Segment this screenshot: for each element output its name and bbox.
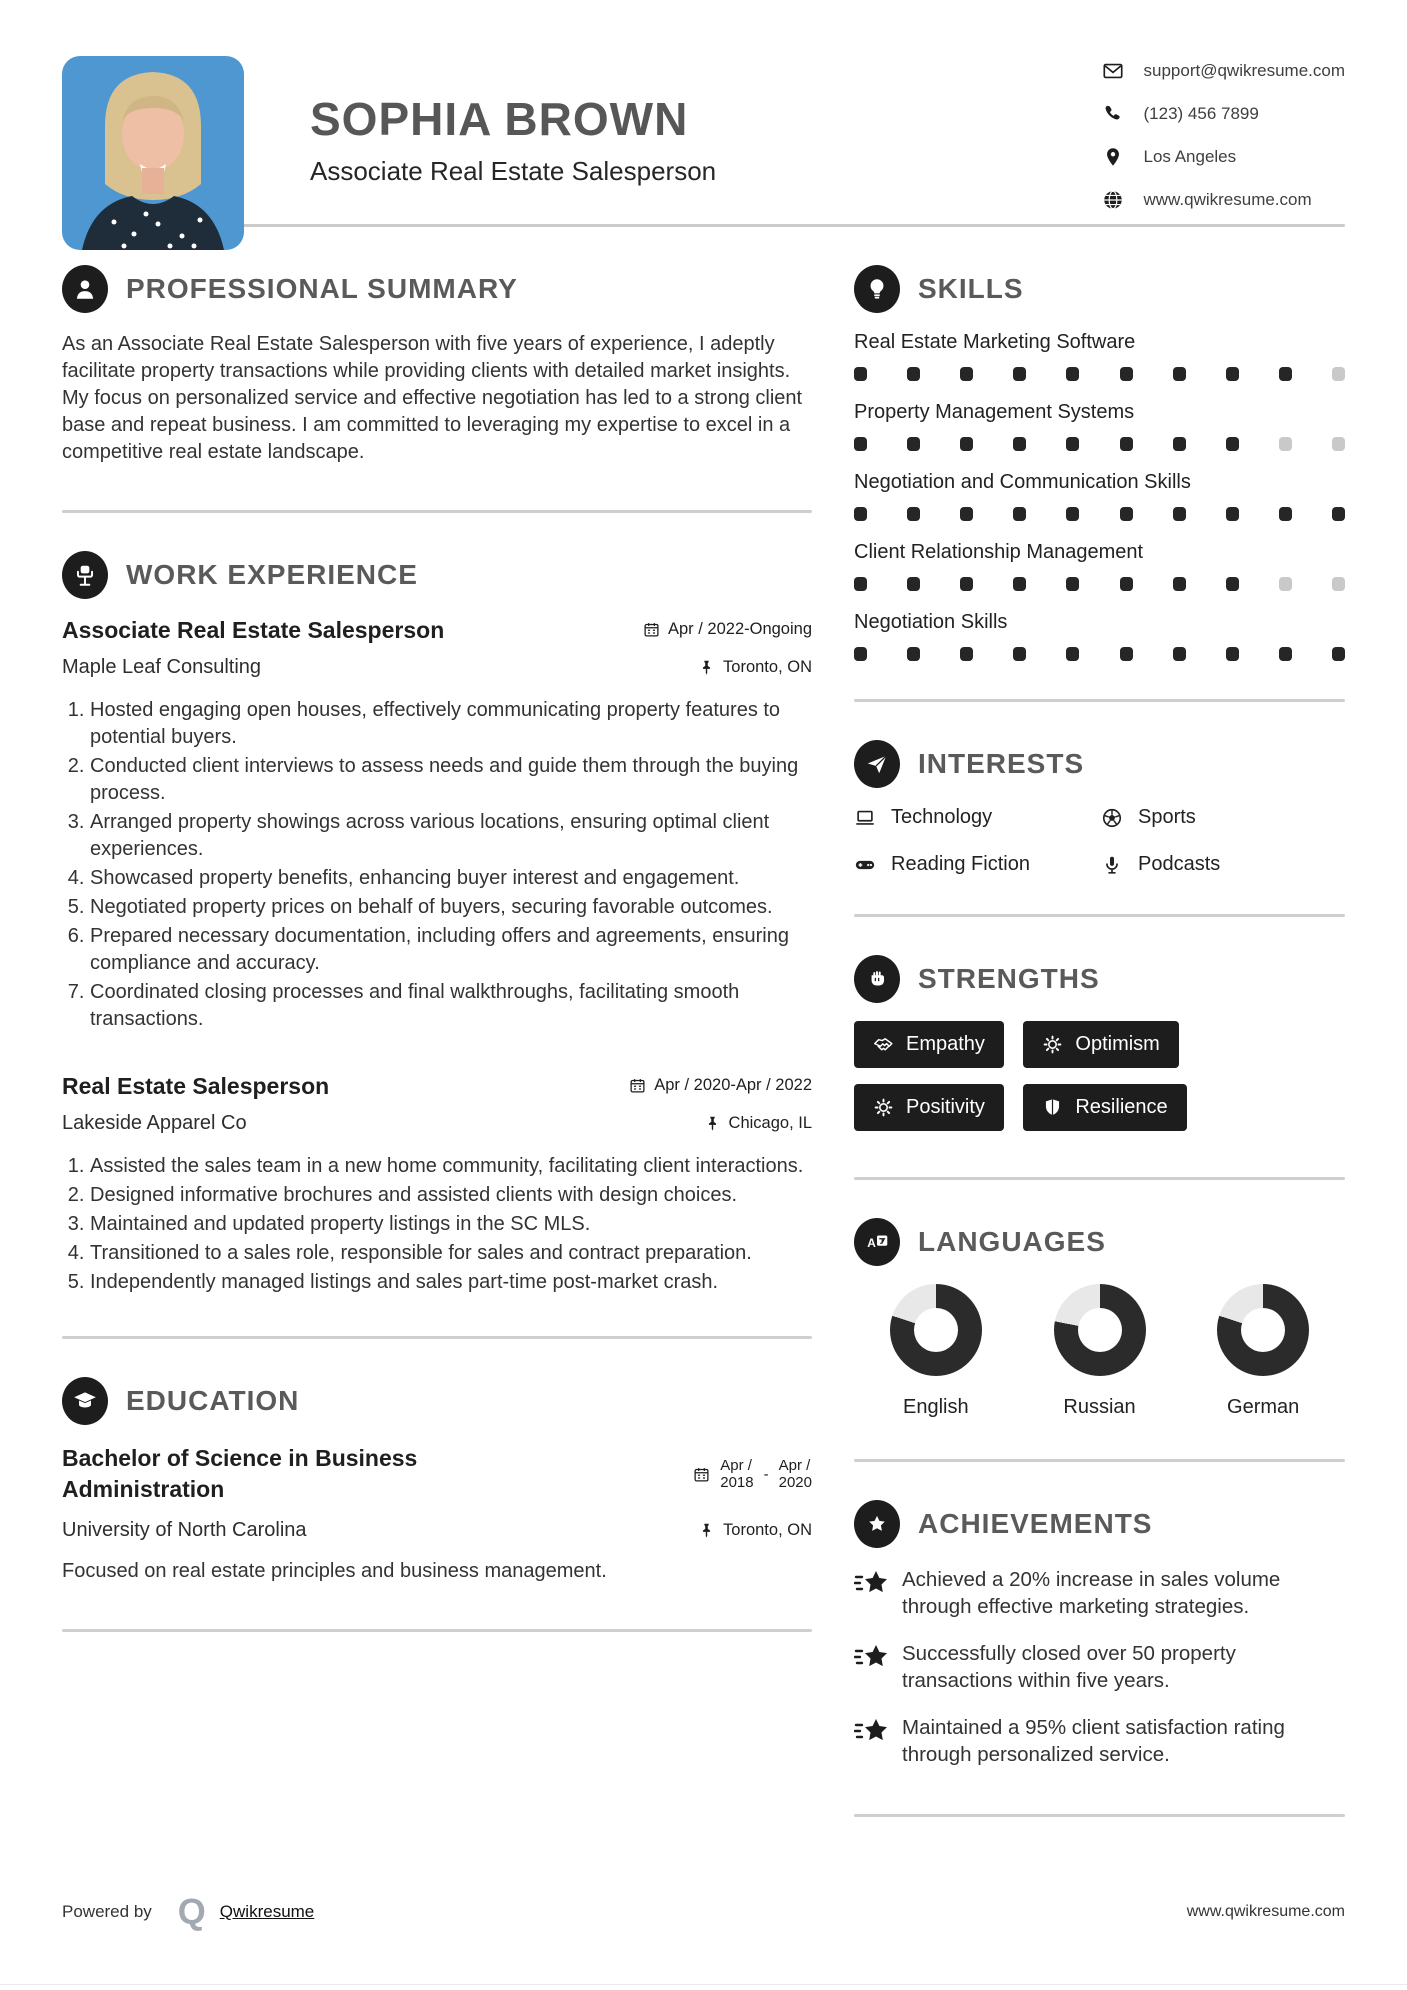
skill-rating [854,647,1345,661]
date-start-month: Apr / [720,1457,752,1474]
section-header [854,740,1345,788]
section-header [854,1218,1345,1266]
skill-dot [1332,507,1345,521]
skill-dot [1173,367,1186,381]
language-donut-chart [1217,1284,1309,1376]
microphone-icon [1101,854,1123,876]
right-column [854,227,1345,1817]
section-title: STRENGTHS [918,963,1100,994]
skill-dot [960,367,973,381]
job-subheader [62,1112,812,1135]
lightbulb-icon [854,265,900,313]
section-divider [62,1629,812,1632]
interests-grid [854,806,1345,876]
job-subheader [62,656,812,679]
education-header [62,1443,812,1505]
list-item: 7. Coordinated closing processes and final walkthroughs, facilitating smooth transactions. [90,979,812,1033]
skill-name: Property Management Systems [854,401,1135,423]
profile-photo-illustration [62,56,244,250]
shooting-star-icon [854,1642,890,1676]
job-title: Associate Real Estate Salesperson [62,617,445,643]
skill-dot [1332,577,1345,591]
section-title: INTERESTS [918,748,1085,779]
language-name: Russian [1063,1396,1136,1418]
section-interests [854,702,1345,917]
skill-dot [907,437,920,451]
achievement-item [854,1640,1345,1694]
section-strengths [854,917,1345,1180]
skill-dot [1066,507,1079,521]
section-header [854,265,1345,313]
section-divider [854,1814,1345,1817]
location-text: Los Angeles [1143,147,1237,166]
skill-dot [1226,577,1239,591]
skill-dot [1173,437,1186,451]
sun-icon [873,1097,894,1118]
qwikresume-logo: Q [177,1891,206,1932]
skill-dot [960,437,973,451]
skill-rating [854,507,1345,521]
skill-dot [907,367,920,381]
contact-block [1102,60,1346,224]
skill-name: Negotiation and Communication Skills [854,471,1191,493]
skill-dot [907,647,920,661]
strength-pill [1023,1084,1186,1131]
footer-website: www.qwikresume.com [1186,1903,1345,1920]
email-text: support@qwikresume.com [1143,61,1345,80]
job-date [643,620,812,639]
skill-dot [1279,437,1292,451]
skill-dot [854,367,867,381]
skill-dot [960,577,973,591]
phone-icon [1102,103,1124,125]
education-location [698,1521,812,1540]
strength-label: Empathy [906,1033,985,1055]
job-entry [62,1073,812,1296]
section-title: LANGUAGES [918,1226,1106,1257]
list-item: 6. Prepared necessary documentation, including offers and agreements, ensuring compliance and accuracy. [90,923,812,977]
skill-dot [1120,367,1133,381]
job-bullets [62,1153,812,1296]
phone-text: (123) 456 7899 [1143,104,1259,123]
powered-by-text: Powered by [62,1902,152,1921]
strength-label: Resilience [1075,1096,1168,1118]
interest-label: Podcasts [1138,853,1221,875]
job-date-text: Apr / 2022-Ongoing [667,620,812,638]
job-company: Maple Leaf Consulting [62,656,262,678]
skill-rating [854,577,1345,591]
skill-item [854,331,1345,381]
job-location-text: Chicago, IL [728,1114,812,1132]
qwikresume-link[interactable]: Qwikresume [219,1902,315,1921]
page-bottom-edge [0,1984,1407,1985]
paper-plane-icon [854,740,900,788]
date-end [779,1457,812,1491]
skill-dot [960,507,973,521]
section-title: EDUCATION [126,1385,300,1416]
date-start [720,1457,753,1491]
section-professional-summary [62,227,812,513]
list-item: 1. Hosted engaging open houses, effectively communicating property features to potential buyers. [90,697,812,751]
skill-dot [1173,507,1186,521]
skill-dot [907,577,920,591]
footer [62,1891,1345,1932]
strength-pill [1023,1021,1178,1068]
language-name: German [1227,1396,1300,1418]
skill-item [854,611,1345,661]
list-item: 3. Maintained and updated property listings in the SC MLS. [90,1211,812,1238]
section-education [62,1339,812,1632]
strength-pill [854,1021,1004,1068]
calendar-icon [643,621,660,638]
list-item: 5. Negotiated property prices on behalf of buyers, securing favorable outcomes. [90,894,812,921]
contact-email[interactable] [1102,60,1346,82]
skill-dot [854,437,867,451]
star-circle-icon [854,1500,900,1548]
shooting-star-icon [854,1568,890,1602]
section-header [854,1500,1345,1548]
section-title: WORK EXPERIENCE [126,559,418,590]
interest-label: Reading Fiction [891,853,1030,875]
section-title: PROFESSIONAL SUMMARY [126,273,518,304]
language-name: English [903,1396,969,1418]
education-description: Focused on real estate principles and business management. [62,1560,607,1582]
section-header [854,955,1345,1003]
pushpin-icon [698,1522,715,1539]
job-header [62,617,812,644]
section-header [62,1377,812,1425]
language-donut-chart [1054,1284,1146,1376]
contact-location [1102,146,1346,168]
section-title: SKILLS [918,273,1024,304]
skill-dot [1013,437,1026,451]
interest-label: Technology [891,806,993,828]
list-item: 4. Showcased property benefits, enhancing buyer interest and engagement. [90,865,812,892]
pushpin-icon [704,1115,721,1132]
skill-item [854,401,1345,451]
graduation-cap-icon [62,1377,108,1425]
skill-dot [1066,647,1079,661]
skill-dot [1066,437,1079,451]
skill-dot [1120,647,1133,661]
skill-dot [1120,437,1133,451]
shield-icon [1042,1097,1063,1118]
strengths-list [854,1021,1345,1147]
interest-item [854,853,1101,876]
list-item: 4. Transitioned to a sales role, responsible for sales and contract preparation. [90,1240,812,1267]
skill-rating [854,367,1345,381]
date-separator: - [763,1465,769,1483]
strength-label: Positivity [906,1096,985,1118]
language-item [1181,1284,1345,1419]
section-languages [854,1180,1345,1462]
job-bullets [62,697,812,1033]
skill-dot [1332,647,1345,661]
strength-pill [854,1084,1004,1131]
shooting-star-icon [854,1716,890,1750]
headline [310,92,716,224]
skill-dot [1013,577,1026,591]
skill-dot [1332,367,1345,381]
section-achievements [854,1462,1345,1817]
job-company: Lakeside Apparel Co [62,1112,247,1134]
skill-dot [1226,647,1239,661]
summary-text: As an Associate Real Estate Salesperson with five years of experience, I adeptly facilitate property transactions while providing clients with detailed market insights. My focus on personalized service and effective negotiation has led to a strong client base and repeat business. I am committed to leveraging my expertise to excel in a competitive real estate landscape. [62,333,803,463]
list-item: 2. Designed informative brochures and assisted clients with design choices. [90,1182,812,1209]
achievement-item [854,1714,1345,1768]
sun-icon [1042,1034,1063,1055]
date-end-year: 2020 [778,1474,812,1491]
header [62,0,1345,224]
content-columns [62,227,1345,1817]
achievement-text: Maintained a 95% client satisfaction rating through personalized service. [902,1716,1285,1766]
office-chair-icon [62,551,108,599]
skill-item [854,541,1345,591]
section-work-experience [62,513,812,1339]
skill-dot [1066,367,1079,381]
job-header [62,1073,812,1100]
languages-list [854,1284,1345,1419]
envelope-icon [1102,60,1124,82]
language-item [1018,1284,1182,1419]
achievement-item [854,1566,1345,1620]
job-location [698,658,812,677]
list-item: 5. Independently managed listings and sales part-time post-market crash. [90,1269,812,1296]
job-location [704,1114,812,1133]
job-date [629,1076,812,1095]
skill-dot [907,507,920,521]
interest-item [1101,806,1345,829]
skill-dot [854,647,867,661]
skill-dot [1173,647,1186,661]
calendar-icon [693,1466,710,1483]
skill-dot [1279,577,1292,591]
skill-dot [1173,577,1186,591]
school-name: University of North Carolina [62,1519,307,1541]
skill-dot [854,577,867,591]
education-dates [693,1443,812,1505]
interest-item [854,806,1101,829]
skill-name: Real Estate Marketing Software [854,331,1136,353]
laptop-icon [854,807,876,829]
language-donut-chart [890,1284,982,1376]
svg-text:A: A [867,1235,876,1250]
person-name: SOPHIA BROWN [310,93,689,145]
handshake-icon [873,1034,894,1055]
strength-label: Optimism [1075,1033,1160,1055]
soccer-ball-icon [1101,807,1123,829]
date-end-month: Apr / [778,1457,811,1474]
skill-dot [1013,647,1026,661]
section-header [62,551,812,599]
globe-icon [1102,189,1124,211]
education-location-text: Toronto, ON [723,1521,812,1539]
interest-item [1101,853,1345,876]
skill-dot [854,507,867,521]
skill-dot [1332,437,1345,451]
list-item: 2. Conducted client interviews to assess needs and guide them through the buying process. [90,753,812,807]
job-entry [62,617,812,1033]
skill-item [854,471,1345,521]
achievement-text: Achieved a 20% increase in sales volume through effective marketing strategies. [902,1568,1281,1618]
gamepad-icon [854,854,876,876]
section-header [62,265,812,313]
skill-name: Negotiation Skills [854,611,1008,633]
job-date-text: Apr / 2020-Apr / 2022 [654,1076,812,1094]
skill-dot [1279,367,1292,381]
date-start-year: 2018 [720,1474,754,1491]
skill-dot [1066,577,1079,591]
fist-icon [854,955,900,1003]
person-title: Associate Real Estate Salesperson [310,156,717,186]
skill-dot [1226,507,1239,521]
skill-rating [854,437,1345,451]
skill-name: Client Relationship Management [854,541,1144,563]
person-icon [62,265,108,313]
skill-dot [1013,507,1026,521]
pushpin-icon [698,659,715,676]
section-title: ACHIEVEMENTS [918,1508,1153,1539]
contact-phone[interactable] [1102,103,1346,125]
achievement-text: Successfully closed over 50 property transactions within five years. [902,1642,1236,1692]
location-pin-icon [1102,146,1124,168]
skill-dot [1279,507,1292,521]
contact-website[interactable] [1102,189,1346,211]
skill-dot [1120,577,1133,591]
interest-label: Sports [1138,806,1196,828]
skill-dot [1279,647,1292,661]
skill-dot [1120,507,1133,521]
job-title: Real Estate Salesperson [62,1073,330,1099]
list-item: 1. Assisted the sales team in a new home community, facilitating client interactions. [90,1153,812,1180]
degree-title: Bachelor of Science in Business Administration [62,1445,418,1502]
profile-photo [62,56,244,250]
website-text: www.qwikresume.com [1143,190,1312,209]
skill-dot [1226,437,1239,451]
calendar-icon [629,1077,646,1094]
education-subheader [62,1519,812,1542]
left-column [62,227,812,1817]
language-item [854,1284,1018,1419]
skill-dot [1226,367,1239,381]
section-skills [854,227,1345,702]
list-item: 3. Arranged property showings across various locations, ensuring optimal client experiences. [90,809,812,863]
skill-dot [960,647,973,661]
skill-dot [1013,367,1026,381]
translate-icon [854,1218,900,1266]
job-location-text: Toronto, ON [723,658,812,676]
